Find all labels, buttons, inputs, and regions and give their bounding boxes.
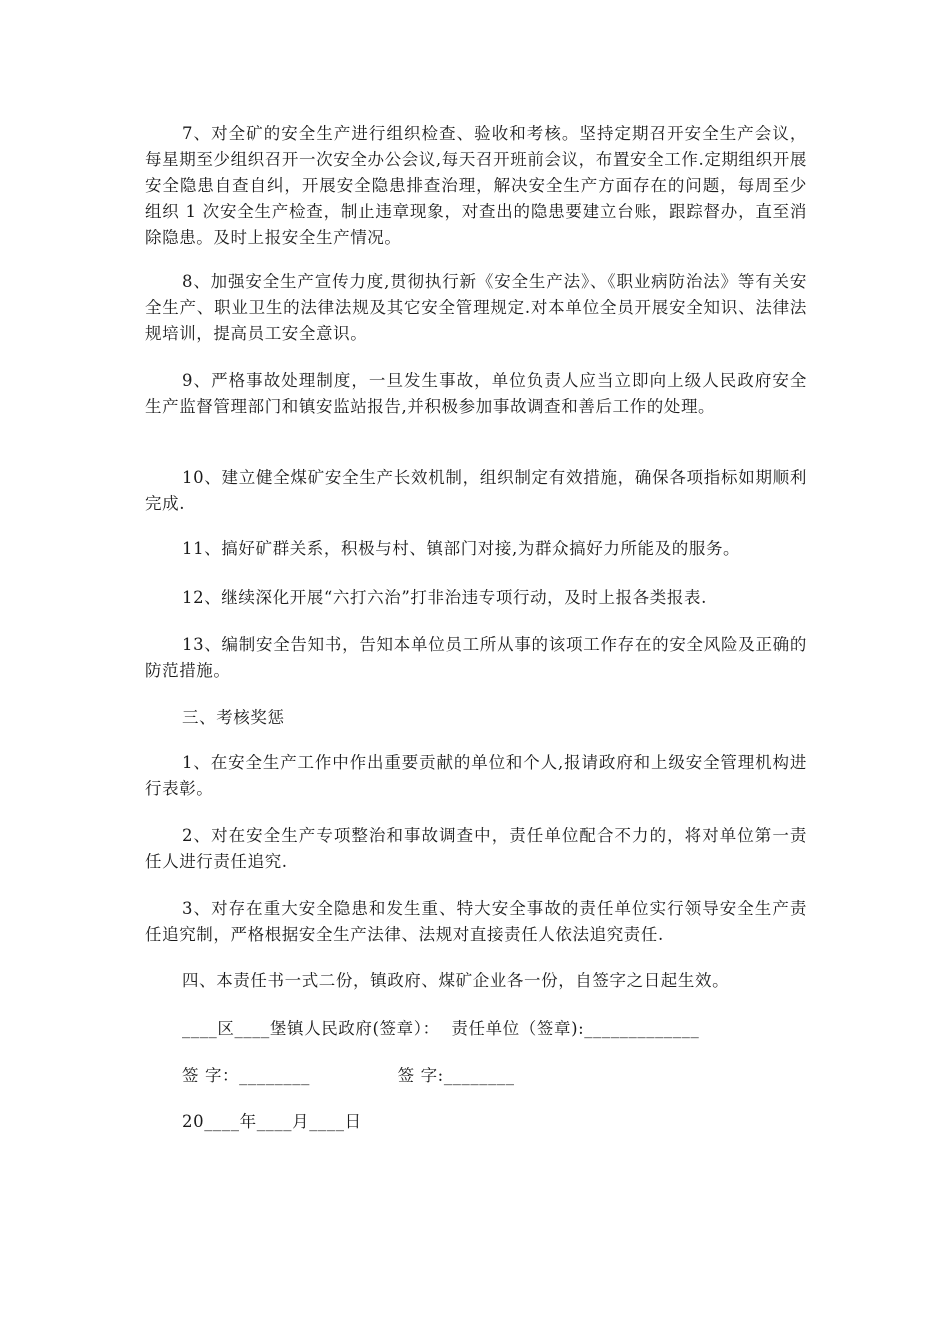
clause-13: 13、编制安全告知书，告知本单位员工所从事的该项工作存在的安全风险及正确的防范措施。: [145, 635, 807, 680]
clause-7: 7、对全矿的安全生产进行组织检查、验收和考核。坚持定期召开安全生产会议，每星期至少组织召开一次安全办公会议,每天召开班前会议，布置安全工作.定期组织开展安全隐患自查自纠，开展安全隐患排查治理，解决安全生产方面存在的问题，每周至少组织 1 次安全生产检查，制止违章现象，对查出的隐患要建立台账，跟踪督办，直至消除隐患。及时上报安全生产情况。: [145, 124, 807, 247]
clause-11: 11、搞好矿群关系，积极与村、镇部门对接,为群众搞好力所能及的服务。: [182, 539, 741, 558]
signature-seal-line: ____区____堡镇人民政府(签章）： 责任单位（签章):_____________: [182, 1019, 700, 1038]
sign-line: 签 字：________ 签 字:________: [182, 1066, 515, 1085]
clause-8: 8、加强安全生产宣传力度,贯彻执行新《安全生产法》、《职业病防治法》等有关安全生产、职业卫生的法律法规及其它安全管理规定.对本单位全员开展安全知识、法律法规培训，提高员工安全意识。: [145, 272, 807, 343]
assessment-clause-3: 3、对存在重大安全隐患和发生重、特大安全事故的责任单位实行领导安全生产责任追究制，严格根据安全生产法律、法规对直接责任人依法追究责任.: [145, 899, 807, 944]
date-line: 20____年____月____日: [182, 1112, 362, 1131]
assessment-clause-1: 1、在安全生产工作中作出重要贡献的单位和个人,报请政府和上级安全管理机构进行表彰。: [145, 753, 807, 798]
clause-12: 12、继续深化开展“六打六治”打非治违专项行动，及时上报各类报表.: [182, 588, 707, 607]
section-heading-assessment: 三、考核奖惩: [182, 708, 285, 727]
assessment-clause-2: 2、对在安全生产专项整治和事故调查中，责任单位配合不力的，将对单位第一责任人进行责任追究.: [145, 826, 807, 871]
clause-9: 9、严格事故处理制度，一旦发生事故，单位负责人应当立即向上级人民政府安全生产监督管理部门和镇安监站报告,并积极参加事故调查和善后工作的处理。: [145, 371, 807, 416]
section-4-effective: 四、本责任书一式二份，镇政府、煤矿企业各一份，自签字之日起生效。: [182, 971, 730, 990]
clause-10: 10、建立健全煤矿安全生产长效机制，组织制定有效措施，确保各项指标如期顺利完成.: [145, 468, 807, 513]
